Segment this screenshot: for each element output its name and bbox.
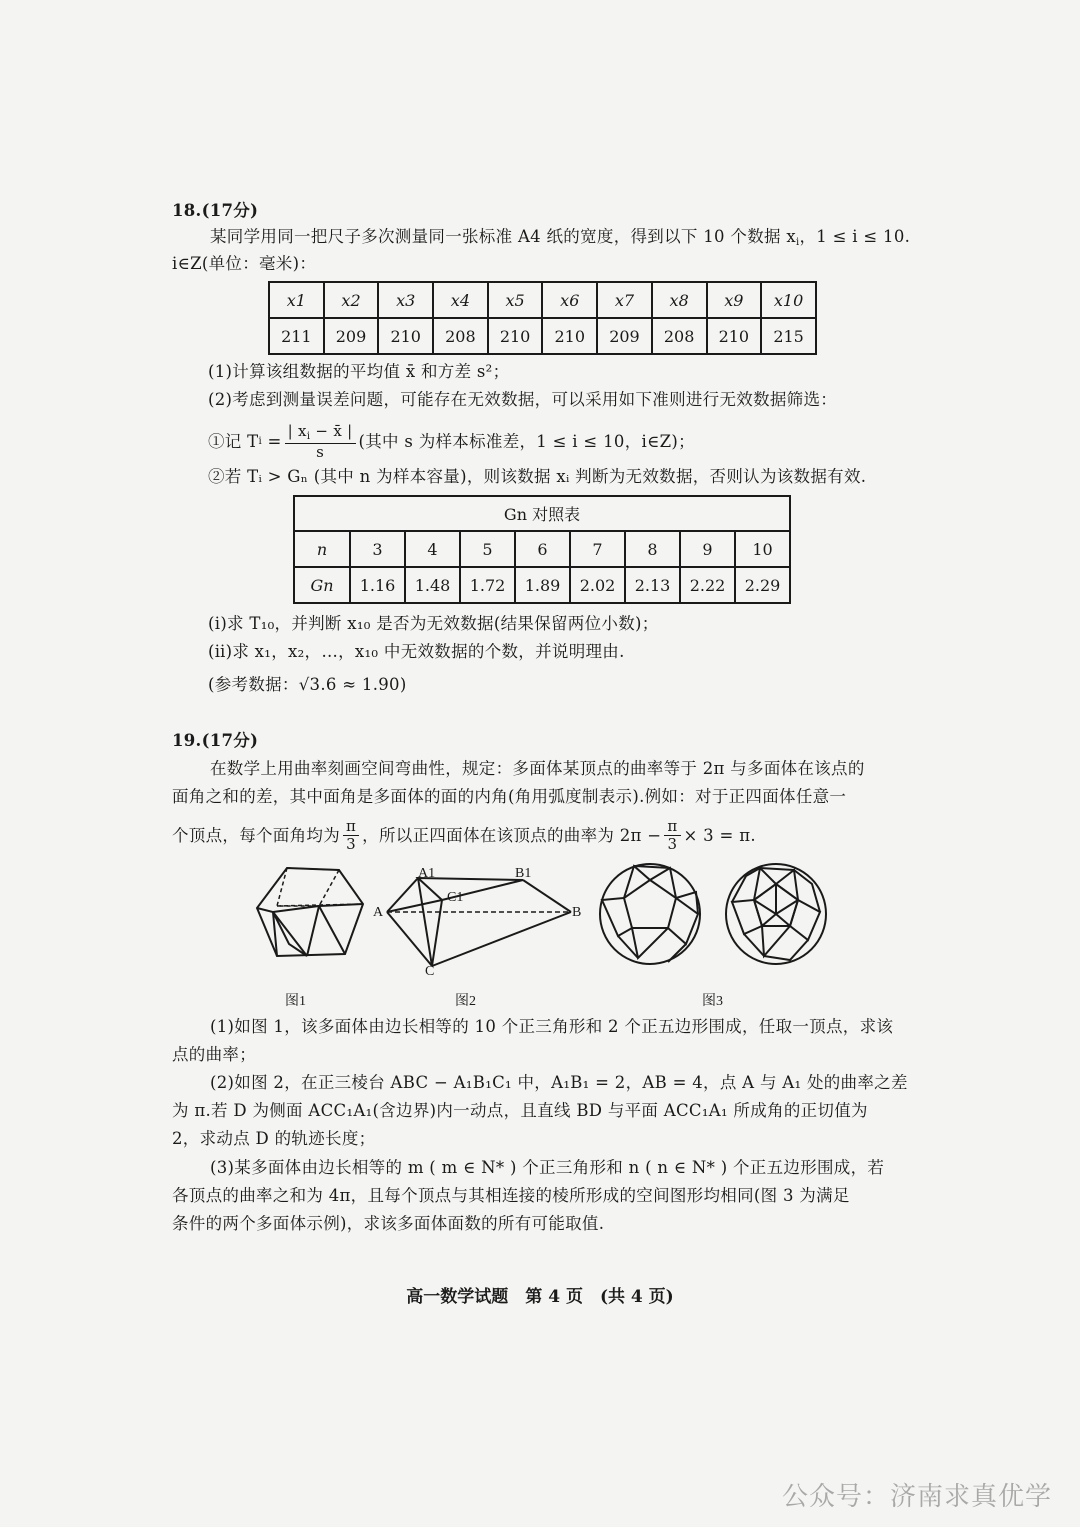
gn-n-label: n bbox=[294, 531, 350, 567]
figure2-frustum bbox=[375, 866, 590, 978]
measurement-value-row bbox=[269, 318, 816, 354]
gn-value-cell: 1.72 bbox=[460, 567, 515, 603]
gn-value-cell: 2.13 bbox=[625, 567, 680, 603]
gn-n-cell: 3 bbox=[350, 531, 405, 567]
gn-value-cell: 1.89 bbox=[515, 567, 570, 603]
watermark: 公众号：济南求真优学 bbox=[781, 1482, 1052, 1512]
q18-sub-i: (ⅰ)求 T₁₀，并判断 x₁₀ 是否为无效数据(结果保留两位小数)； bbox=[208, 614, 659, 633]
q19-para1: 在数学上用曲率刻画空间弯曲性，规定：多面体某顶点的曲率等于 2π 与多面体在该点的 bbox=[210, 759, 865, 778]
q19-header: 19.(17分) bbox=[172, 731, 259, 750]
q18-part1: (1)计算该组数据的平均值 x̄ 和方差 s²； bbox=[208, 362, 510, 381]
gn-table bbox=[293, 495, 791, 604]
figure1-label: 图1 bbox=[285, 994, 306, 1009]
measurement-header-cell: x7 bbox=[597, 282, 652, 318]
gn-n-cell: 7 bbox=[570, 531, 625, 567]
frac2-den: 3 bbox=[667, 835, 678, 854]
q18-header: 18.(17分) bbox=[172, 201, 259, 220]
measurement-value-cell: 215 bbox=[761, 318, 816, 354]
gn-value-row bbox=[294, 567, 790, 603]
fig2-point-b1: B1 bbox=[515, 866, 532, 881]
figure3-polyhedra bbox=[598, 862, 830, 970]
gn-value-cell: 1.16 bbox=[350, 567, 405, 603]
figure2-label: 图2 bbox=[455, 994, 476, 1009]
gn-n-row bbox=[294, 531, 790, 567]
measurement-value-cell: 208 bbox=[652, 318, 707, 354]
gn-value-cell: 2.29 bbox=[735, 567, 790, 603]
q19-part2-line1: (2)如图 2，在正三棱台 ABC − A₁B₁C₁ 中，A₁B₁ = 2，AB = 4，点 A 与 A₁ 处的曲率之差 bbox=[210, 1073, 908, 1092]
measurement-value-cell: 210 bbox=[378, 318, 433, 354]
rule1-suffix: (其中 s 为样本标准差，1 ≤ i ≤ 10，i∈Z)； bbox=[358, 431, 695, 451]
measurement-header-cell: x4 bbox=[433, 282, 488, 318]
gn-n-cell: 10 bbox=[735, 531, 790, 567]
q18-intro-line1: 某同学用同一把尺子多次测量同一张标准 A4 纸的宽度，得到以下 10 个数据 $x_i$，1 ≤ i ≤ 10. bbox=[210, 227, 911, 248]
fig2-point-a: A bbox=[373, 905, 384, 920]
measurement-value-cell: 210 bbox=[707, 318, 762, 354]
fig2-point-c: C bbox=[425, 964, 435, 979]
para3-a: 个顶点，每个面角均为 bbox=[172, 825, 340, 845]
q19-part1-line2: 点的曲率； bbox=[172, 1045, 256, 1064]
q18-intro-line2: i∈Z(单位：毫米)： bbox=[172, 254, 317, 273]
q18-sub-ii: (ⅱ)求 x₁，x₂，…，x₁₀ 中无效数据的个数，并说明理由. bbox=[208, 642, 625, 661]
pi-over-3-fraction-2 bbox=[664, 818, 680, 854]
measurement-header-cell: x2 bbox=[324, 282, 379, 318]
measurement-value-cell: 209 bbox=[324, 318, 379, 354]
q19-part2-line3: 2，求动点 D 的轨迹长度； bbox=[172, 1129, 376, 1148]
measurement-value-cell: 211 bbox=[269, 318, 324, 354]
frac1-den: 3 bbox=[346, 835, 356, 854]
pi-over-3-fraction-1 bbox=[343, 818, 359, 854]
gn-n-cell: 6 bbox=[515, 531, 570, 567]
measurement-header-cell: x5 bbox=[488, 282, 543, 318]
fig2-point-c1: C1 bbox=[447, 890, 464, 905]
q18-intro1-text: 某同学用同一把尺子多次测量同一张标准 A4 纸的宽度，得到以下 10 个数据 x bbox=[210, 227, 796, 246]
para3-b: ，所以正四面体在该顶点的曲率为 2π − bbox=[362, 825, 662, 845]
q19-para2: 面角之和的差，其中面角是多面体的面的内角(角用弧度制表示).例如：对于正四面体任意一 bbox=[172, 787, 847, 806]
measurement-header-cell: x3 bbox=[378, 282, 433, 318]
q18-reference: (参考数据：√3.6 ≈ 1.90) bbox=[208, 675, 407, 694]
para3-c: × 3 = π. bbox=[683, 825, 756, 845]
frac2-num: π bbox=[664, 818, 680, 836]
measurement-header-cell: x6 bbox=[542, 282, 597, 318]
rule1-denominator: s bbox=[316, 442, 325, 461]
rule1-fraction: $\frac{| x_i - x̄ |}{s}$ bbox=[285, 423, 356, 461]
measurement-header-cell: x8 bbox=[652, 282, 707, 318]
fig2-point-b: B bbox=[572, 905, 582, 920]
rule1-prefix: ①记 T bbox=[208, 431, 259, 451]
figure1-polyhedron bbox=[255, 866, 365, 962]
measurement-header-row bbox=[269, 282, 816, 318]
measurement-value-cell: 210 bbox=[542, 318, 597, 354]
q19-part1-line1: (1)如图 1，该多面体由边长相等的 10 个正三角形和 2 个正五边形围成，任取一顶点，求该 bbox=[210, 1017, 894, 1036]
q19-part3-line2: 各顶点的曲率之和为 4π，且每个顶点与其相连接的棱所形成的空间图形均相同(图 3 为满足 bbox=[172, 1186, 850, 1205]
gn-value-cell: 2.02 bbox=[570, 567, 625, 603]
page-footer: 高一数学试题 第 4 页 (共 4 页) bbox=[406, 1287, 674, 1307]
gn-n-cell: 5 bbox=[460, 531, 515, 567]
measurement-value-cell: 210 bbox=[488, 318, 543, 354]
gn-n-cell: 9 bbox=[680, 531, 735, 567]
gn-value-cell: 2.22 bbox=[680, 567, 735, 603]
q19-part3-line1: (3)某多面体由边长相等的 m ( m ∈ N* ) 个正三角形和 n ( n ∈ N* ) 个正五边形围成，若 bbox=[210, 1158, 885, 1177]
frac1-num: π bbox=[343, 818, 359, 836]
q19-part3-line3: 条件的两个多面体示例)，求该多面体面数的所有可能取值. bbox=[172, 1214, 605, 1233]
gn-table-title: Gn 对照表 bbox=[294, 496, 790, 531]
q18-intro1-range: ，1 ≤ i ≤ 10. bbox=[799, 227, 911, 246]
gn-n-cell: 4 bbox=[405, 531, 460, 567]
gn-value-cell: 1.48 bbox=[405, 567, 460, 603]
fig2-point-a1: A1 bbox=[418, 866, 436, 881]
measurement-table bbox=[268, 281, 817, 355]
gn-g-label: Gn bbox=[294, 567, 350, 603]
measurement-header-cell: x1 bbox=[269, 282, 324, 318]
figure3-label: 图3 bbox=[702, 994, 723, 1009]
q19-para3 bbox=[172, 818, 756, 854]
measurement-value-cell: 208 bbox=[433, 318, 488, 354]
q18-rule1: ①记 T i = $\frac{| x_i - x̄ |}{s}$ (其中 s 为样本标准差，1 ≤ i ≤ 10，i∈Z)； bbox=[208, 422, 695, 461]
gn-n-cell: 8 bbox=[625, 531, 680, 567]
measurement-header-cell: x10 bbox=[761, 282, 816, 318]
rule1-numerator: | x bbox=[287, 422, 307, 440]
q18-part2: (2)考虑到测量误差问题，可能存在无效数据，可以采用如下准则进行无效数据筛选： bbox=[208, 390, 838, 409]
q19-part2-line2: 为 π.若 D 为侧面 ACC₁A₁(含边界)内一动点，且直线 BD 与平面 ACC₁A₁ 所成角的正切值为 bbox=[172, 1101, 868, 1120]
measurement-value-cell: 209 bbox=[597, 318, 652, 354]
q18-rule2: ②若 Tᵢ > Gₙ (其中 n 为样本容量)，则该数据 xᵢ 判断为无效数据，否则认为该数据有效. bbox=[208, 467, 867, 486]
measurement-header-cell: x9 bbox=[707, 282, 762, 318]
